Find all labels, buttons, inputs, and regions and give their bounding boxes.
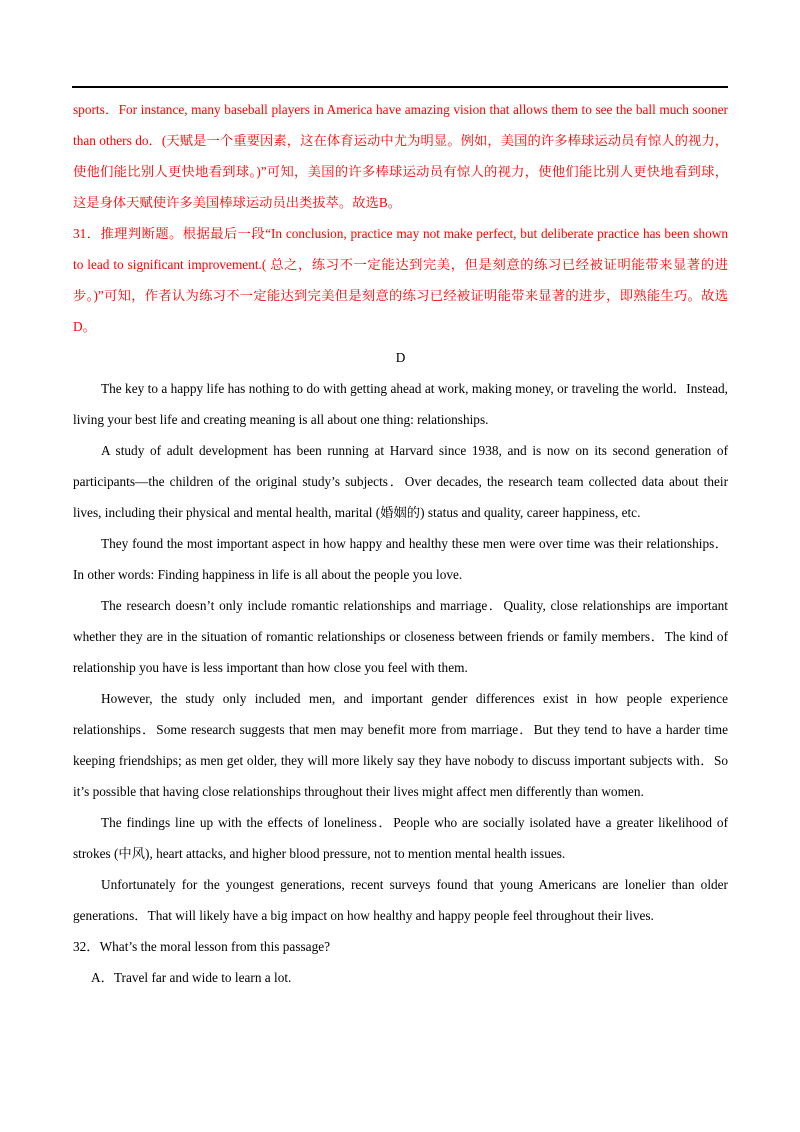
- answer-31-explanation: 31．推理判断题。根据最后一段“In conclusion, practice may not make perfect, but deliberate practice has been shown to lead to significant improvement.( 总之，练习不一定能达到完美，但是刻意的练习已经被证明能带来显著的进步。)”可知，作者认为练习不一定能达到完美但是刻意的练习已经被证明能带来显著的进步，即熟能生巧。故选D。: [73, 226, 728, 334]
- answer-30-explanation: sports．For instance, many baseball players in America have amazing vision that allows them to see the ball much sooner than others do．(天赋是一个重要因素，这在体育运动中尤为明显。例如，美国的许多棒球运动员有惊人的视力，使他们能比别人更快地看到球。)”可知，美国的许多棒球运动员有惊人的视力，使他们能比别人更快地看到球，这是身体天赋使许多美国棒球运动员出类拔萃。故选B。: [73, 102, 728, 210]
- passage-paragraph-5: However, the study only included men, and important gender differences exist in how people experience relationships．Some research suggests that men may benefit more from marriage．But they tend to have a harder time keeping friendships; as men get older, they will more likely say they have nobody to discuss important subjects with．So it’s possible that having close relationships throughout their lives might affect men differently than women.: [73, 691, 728, 799]
- passage-paragraph-3: They found the most important aspect in how happy and healthy these men were over time was their relationships．In other words: Finding happiness in life is all about the people you love.: [73, 536, 728, 582]
- page-content: [73, 94, 728, 993]
- passage-heading: D: [395, 350, 406, 365]
- passage-paragraph-4: The research doesn’t only include romantic relationships and marriage．Quality, close relationships are important whether they are in the situation of romantic relationships or closeness between friends or family members．The kind of relationship you have is less important than how close you feel with them.: [73, 598, 728, 675]
- question-32-stem: 32．What’s the moral lesson from this passage?: [73, 939, 331, 954]
- passage-paragraph-1: The key to a happy life has nothing to do with getting ahead at work, making money, or traveling the world．Instead, living your best life and creating meaning is all about one thing: relationships.: [73, 381, 728, 427]
- passage-paragraph-7: Unfortunately for the youngest generations, recent surveys found that young Americans are lonelier than older generations．That will likely have a big impact on how healthy and happy people feel throughout their lives.: [73, 877, 728, 923]
- passage-paragraph-6: The findings line up with the effects of loneliness．People who are socially isolated have a greater likelihood of strokes (中风), heart attacks, and higher blood pressure, not to mention mental health issues.: [73, 815, 728, 861]
- header-rule: [72, 86, 728, 88]
- question-32-option-a: A．Travel far and wide to learn a lot.: [91, 970, 292, 985]
- passage-paragraph-2: A study of adult development has been running at Harvard since 1938, and is now on its second generation of participants—the children of the original study’s subjects．Over decades, the research team collected data about their lives, including their physical and mental health, marital (婚姻的) status and quality, career happiness, etc.: [73, 443, 728, 520]
